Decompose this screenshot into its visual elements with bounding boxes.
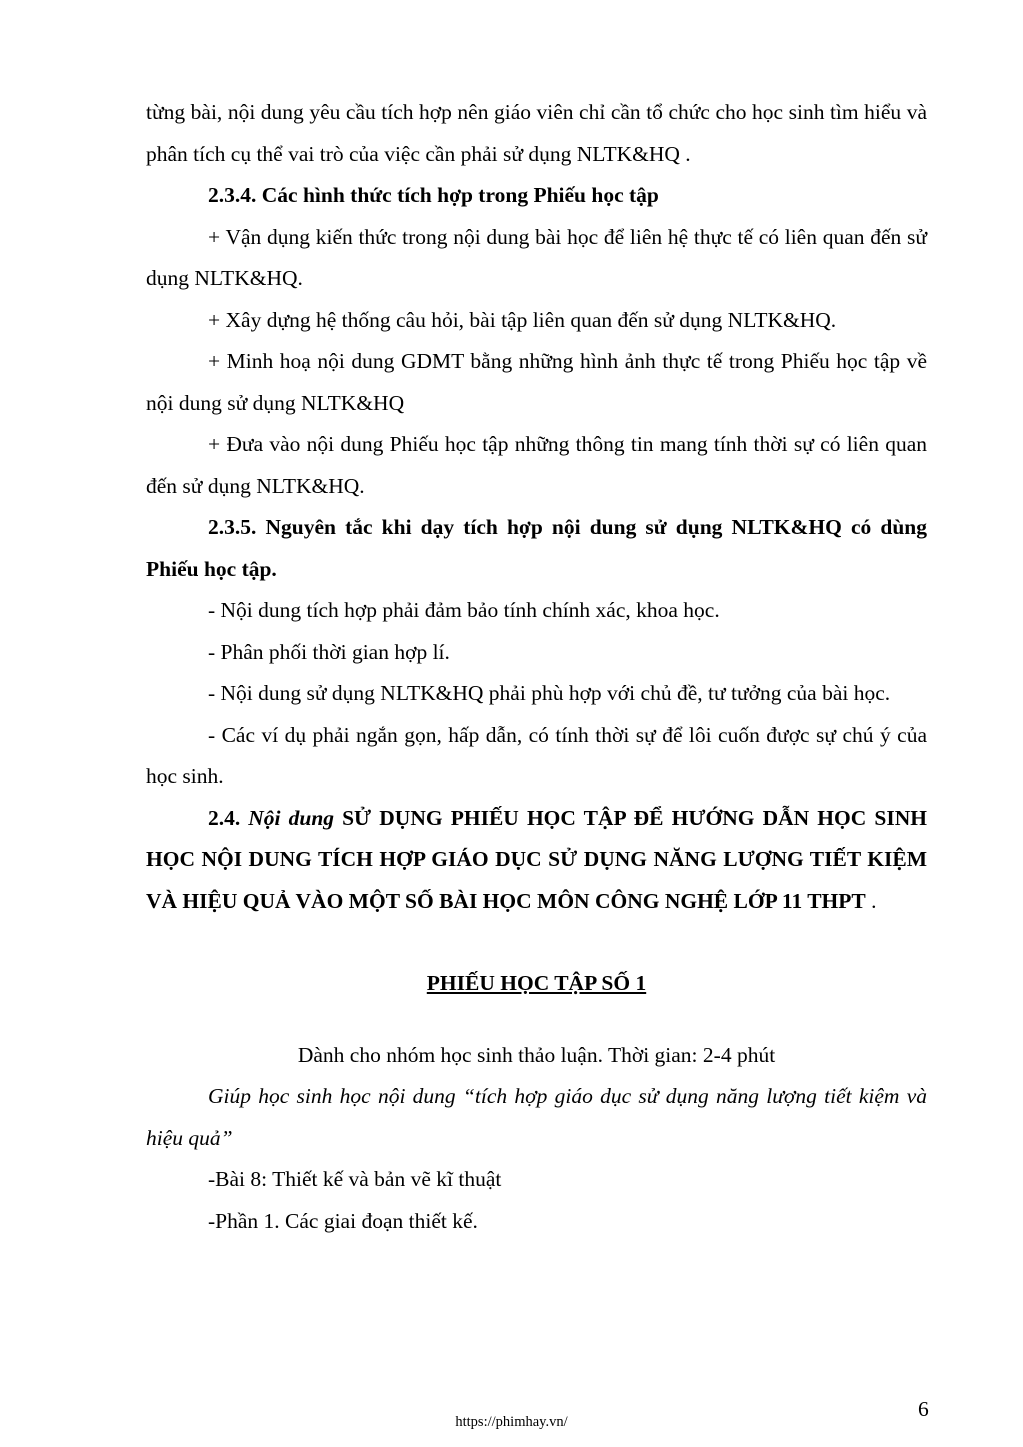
dash-item-4: - Các ví dụ phải ngắn gọn, hấp dẫn, có tính thời sự để lôi cuốn được sự chú ý của học sinh.: [146, 722, 927, 788]
worksheet-goal: Giúp học sinh học nội dung “tích hợp giáo dục sử dụng năng lượng tiết kiệm và hiệu quả”: [146, 1084, 927, 1150]
bullet-item-2: + Xây dựng hệ thống câu hỏi, bài tập liên quan đến sử dụng NLTK&HQ.: [208, 307, 837, 332]
heading-2-3-4: 2.3.4. Các hình thức tích hợp trong Phiếu học tập: [208, 183, 659, 207]
bullet-item-3: + Minh hoạ nội dung GDMT bằng những hình ảnh thực tế trong Phiếu học tập về nội dung sử dụng NLTK&HQ: [146, 349, 927, 415]
dash-item-3: - Nội dung sử dụng NLTK&HQ phải phù hợp với chủ đề, tư tưởng của bài học.: [208, 681, 891, 705]
heading-2-4: [146, 798, 927, 923]
lesson-line: -Bài 8: Thiết kế và bản vẽ kĩ thuật: [208, 1167, 502, 1191]
heading-2-4-italic: Nội dung: [248, 805, 335, 830]
bullet-item-1: + Vận dụng kiến thức trong nội dung bài học để liên hệ thực tế có liên quan đến sử dụng NLTK&HQ.: [146, 224, 927, 290]
footer-url: https://phimhay.vn/: [455, 1414, 568, 1430]
heading-2-3-5: 2.3.5. Nguyên tắc khi dạy tích hợp nội dung sử dụng NLTK&HQ có dùng Phiếu học tập.: [146, 515, 927, 581]
dash-item-2: - Phân phối thời gian hợp lí.: [208, 639, 450, 664]
heading-2-4-title: SỬ DỤNG PHIẾU HỌC TẬP ĐỂ HƯỚNG DẪN HỌC SINH HỌC NỘI DUNG TÍCH HỢP GIÁO DỤC SỬ DỤNG NĂNG LƯỢNG TIẾT KIỆM VÀ HIỆU QUẢ VÀO MỘT SỐ BÀI HỌC MÔN CÔNG NGHỆ LỚP 11 THPT: [146, 805, 927, 913]
bullet-item-4: + Đưa vào nội dung Phiếu học tập những thông tin mang tính thời sự có liên quan đến sử dụng NLTK&HQ.: [146, 432, 927, 498]
paragraph-intro: từng bài, nội dung yêu cầu tích hợp nên giáo viên chỉ cần tổ chức cho học sinh tìm hiểu và phân tích cụ thể vai trò của việc cần phải sử dụng NLTK&HQ .: [146, 100, 927, 166]
document-page: [146, 92, 927, 1242]
heading-2-4-number: 2.4.: [208, 805, 241, 830]
heading-2-4-tail: .: [865, 888, 877, 913]
dash-item-1: - Nội dung tích hợp phải đảm bảo tính chính xác, khoa học.: [208, 598, 720, 622]
part-line: -Phần 1. Các giai đoạn thiết kế.: [208, 1208, 478, 1233]
worksheet-instruction: Dành cho nhóm học sinh thảo luận. Thời gian: 2-4 phút: [297, 1042, 776, 1067]
page-number: 6: [918, 1397, 929, 1421]
worksheet-title: PHIẾU HỌC TẬP SỐ 1: [426, 971, 647, 995]
